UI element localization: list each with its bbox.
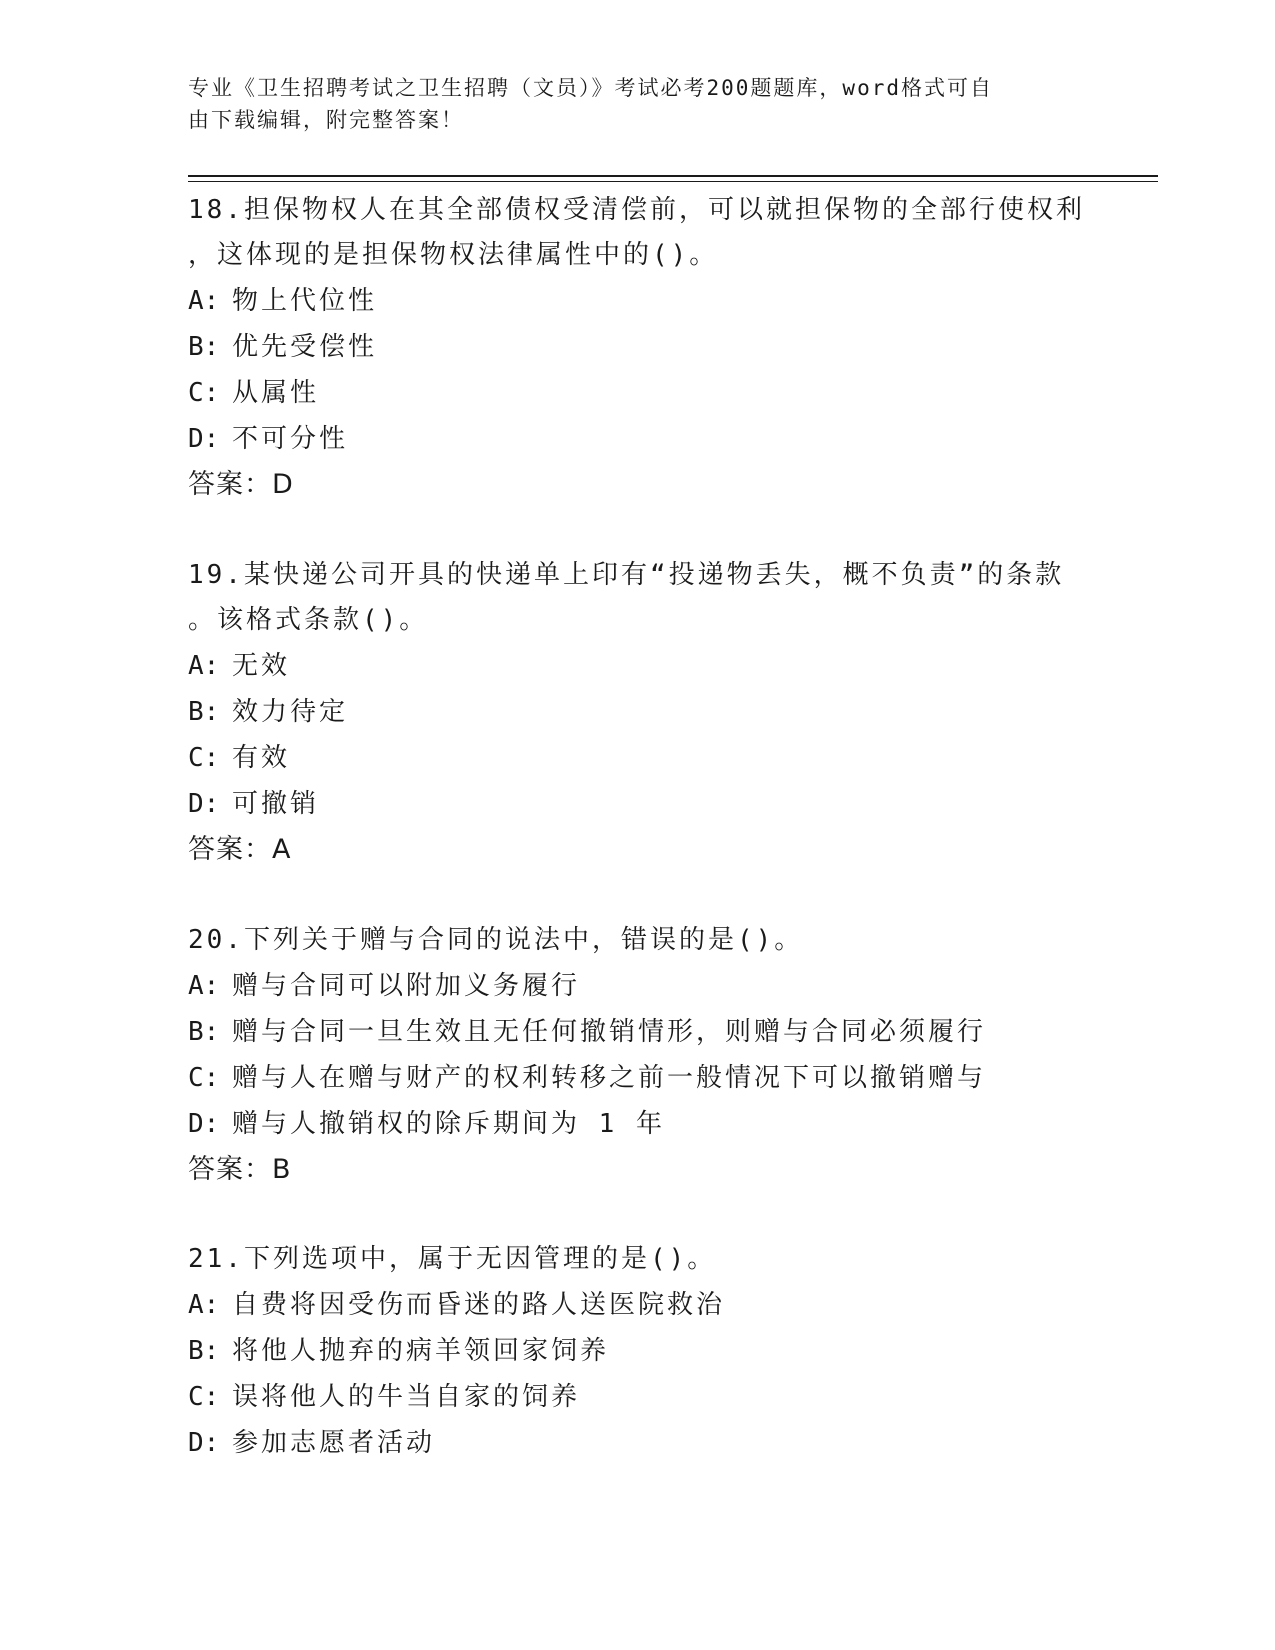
question-19 xyxy=(188,553,1088,873)
option-d xyxy=(188,1420,1088,1466)
option-letter: B: xyxy=(188,1336,220,1366)
question-text-line: 21.下列选项中，属于无因管理的是()。 xyxy=(188,1244,717,1274)
option-text: 赠与合同一旦生效且无任何撤销情形，则赠与合同必须履行 xyxy=(232,1017,987,1047)
option-letter: A: xyxy=(188,971,220,1001)
header-divider-thin xyxy=(188,181,1158,182)
option-letter: B: xyxy=(188,1017,220,1047)
option-text: 赠与人撤销权的除斥期间为 1 年 xyxy=(232,1109,665,1139)
option-d xyxy=(188,1101,1088,1147)
option-b xyxy=(188,1009,1088,1055)
option-text: 优先受偿性 xyxy=(232,332,378,362)
option-c xyxy=(188,1055,1088,1101)
header-line-1: 专业《卫生招聘考试之卫生招聘（文员）》考试必考200题题库，word格式可自 xyxy=(188,76,993,100)
option-c xyxy=(188,1374,1088,1420)
option-text: 不可分性 xyxy=(232,424,349,454)
option-b xyxy=(188,324,1088,370)
option-letter: C: xyxy=(188,743,220,773)
option-letter: D: xyxy=(188,1428,220,1458)
option-letter: B: xyxy=(188,697,220,727)
answer-line: 答案：A xyxy=(188,834,292,865)
option-d xyxy=(188,781,1088,827)
option-c xyxy=(188,370,1088,416)
option-letter: A: xyxy=(188,286,220,316)
question-text-line: ，这体现的是担保物权法律属性中的()。 xyxy=(188,240,719,270)
option-letter: D: xyxy=(188,424,220,454)
header-line-2: 由下载编辑，附完整答案！ xyxy=(188,108,464,132)
question-text-line: 18.担保物权人在其全部债权受清偿前，可以就担保物的全部行使权利 xyxy=(188,195,1085,225)
option-letter: D: xyxy=(188,789,220,819)
question-text-line: 。该格式条款()。 xyxy=(188,605,429,635)
option-letter: D: xyxy=(188,1109,220,1139)
option-a xyxy=(188,1282,1088,1328)
option-c xyxy=(188,735,1088,781)
option-text: 可撤销 xyxy=(232,789,320,819)
option-text: 自费将因受伤而昏迷的路人送医院救治 xyxy=(232,1290,726,1320)
header-divider-thick xyxy=(188,175,1158,177)
option-text: 赠与合同可以附加义务履行 xyxy=(232,971,581,1001)
option-text: 赠与人在赠与财产的权利转移之前一般情况下可以撤销赠与 xyxy=(232,1063,987,1093)
option-text: 物上代位性 xyxy=(232,286,378,316)
option-letter: B: xyxy=(188,332,220,362)
question-18 xyxy=(188,188,1088,508)
option-text: 参加志愿者活动 xyxy=(232,1428,436,1458)
option-text: 从属性 xyxy=(232,378,320,408)
option-text: 将他人抛弃的病羊领回家饲养 xyxy=(232,1336,610,1366)
document-header xyxy=(188,72,1068,136)
question-text-line: 19.某快递公司开具的快递单上印有“投递物丢失，概不负责”的条款 xyxy=(188,560,1065,590)
option-letter: A: xyxy=(188,1290,220,1320)
answer-line: 答案：D xyxy=(188,469,294,500)
question-21 xyxy=(188,1237,1088,1466)
answer-line: 答案：B xyxy=(188,1154,292,1185)
option-text: 有效 xyxy=(232,743,291,773)
option-letter: C: xyxy=(188,1063,220,1093)
option-a xyxy=(188,278,1088,324)
option-d xyxy=(188,416,1088,462)
question-20 xyxy=(188,918,1088,1193)
option-letter: C: xyxy=(188,1382,220,1412)
option-letter: C: xyxy=(188,378,220,408)
option-a xyxy=(188,643,1088,689)
option-b xyxy=(188,689,1088,735)
option-letter: A: xyxy=(188,651,220,681)
option-text: 效力待定 xyxy=(232,697,349,727)
option-text: 误将他人的牛当自家的饲养 xyxy=(232,1382,581,1412)
option-b xyxy=(188,1328,1088,1374)
option-text: 无效 xyxy=(232,651,291,681)
option-a xyxy=(188,963,1088,1009)
question-text-line: 20.下列关于赠与合同的说法中，错误的是()。 xyxy=(188,925,804,955)
